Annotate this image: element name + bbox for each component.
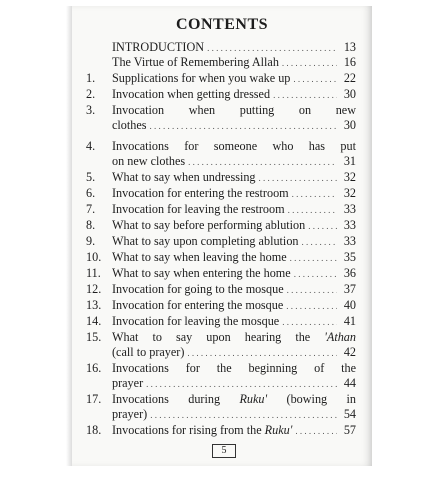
entry-title-line1 [112,330,356,345]
page-number-box: 5 [212,444,236,458]
entry-page: 35 [343,250,356,264]
entry-title: What to say before performing ablution [112,218,306,232]
entry-page: 54 [343,407,356,421]
entry-number: 3. [86,103,96,117]
entry-number: 9. [86,234,96,248]
entry-title-part: (bowing in [267,392,356,406]
entry-title-line2: clothes [112,118,147,132]
entry-title: INTRODUCTION [112,40,205,54]
entry-page: 40 [343,298,356,312]
entry-page: 36 [343,266,356,280]
entry-title: What to say when entering the home [112,266,291,280]
entry-title-line1: Invocation when putting on new [112,103,356,117]
entry-number: 18. [86,423,102,437]
entry-page: 33 [343,202,356,216]
entry-page: 44 [343,376,356,390]
entry-page: 33 [343,218,356,232]
entry-title: Invocation for leaving the restroom [112,202,285,216]
entry-title-italic: 'Athan [324,330,356,344]
entry-title-line1: Invocations for someone who has put [112,139,356,153]
entry-number: 17. [86,392,102,406]
entry-page: 33 [343,234,356,248]
entry-title-part: What to say upon hearing the [112,330,325,344]
entry-number: 6. [86,186,96,200]
entry-title: Invocation for entering the mosque [112,298,284,312]
entry-page: 30 [343,118,356,132]
entry-number: 11. [86,266,101,280]
entry-title-part: Invocations for rising from the [112,423,265,437]
contents-heading: CONTENTS [175,16,269,33]
entry-number: 8. [86,218,96,232]
entry-page: 31 [343,154,356,168]
entry-number: 5. [86,170,96,184]
entry-title-line1 [112,392,356,407]
entry-title: What to say when leaving the home [112,250,287,264]
entry-page: 22 [343,71,356,85]
entry-title-line2: on new clothes [112,154,186,168]
entry-page: 32 [343,186,356,200]
entry-title: Invocation when getting dressed [112,87,271,101]
entry-title: What to say upon completing ablution [112,234,299,248]
entry-number: 4. [86,139,96,153]
entry-title-line1: Invocations for the beginning of the [112,361,356,375]
entry-number: 7. [86,202,96,216]
entry-page: 30 [343,87,356,101]
entry-title: The Virtue of Remembering Allah [112,55,279,69]
entry-page: 57 [343,423,356,437]
entry-number: 10. [86,250,102,264]
entry-title-italic: Ruku' [264,423,293,437]
entry-number: 13. [86,298,102,312]
entry-number: 15. [86,330,102,344]
entry-title-line2: (call to prayer) [112,345,185,359]
entry-title: What to say when undressing [112,170,256,184]
entry-number: 14. [86,314,102,328]
entry-page: 42 [343,345,356,359]
entry-title-italic: Ruku' [239,392,268,406]
entry-title: Supplications for when you wake up [112,71,291,85]
entry-number: 1. [86,71,96,85]
entry-title: Invocation for entering the restroom [112,186,289,200]
entry-page: 32 [343,170,356,184]
entry-title: Invocation for leaving the mosque [112,314,280,328]
entry-page: 16 [343,55,356,69]
book-page [72,6,372,466]
entry-number: 12. [86,282,102,296]
entry-page: 41 [343,314,356,328]
entry-title-line2: prayer) [112,407,148,421]
entry-title-part: Invocations during [112,392,240,406]
entry-title [112,423,292,438]
entry-number: 16. [86,361,102,375]
entry-number: 2. [86,87,96,101]
entry-title-line2: prayer [112,376,144,390]
entry-page: 13 [343,40,356,54]
entry-page: 37 [343,282,356,296]
entry-title: Invocation for going to the mosque [112,282,284,296]
